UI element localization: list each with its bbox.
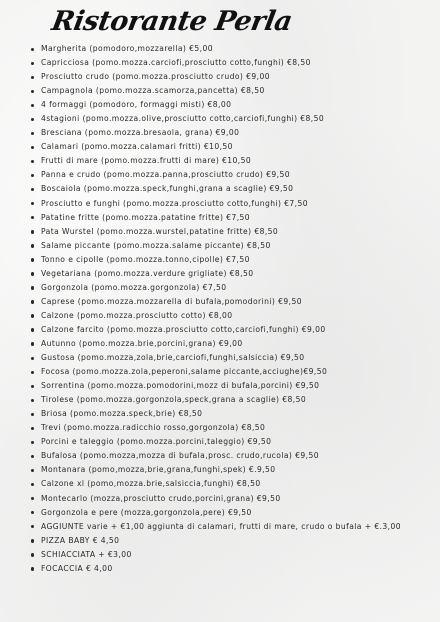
menu-item-text: Caprese (pomo.mozza.mozzarella di bufala,pomodorini) €9,50 [41,296,302,306]
bullet-icon [31,216,34,219]
menu-item [30,70,435,84]
menu-item [30,407,435,421]
menu-item [30,295,435,309]
bullet-icon [31,385,34,388]
menu-item [30,548,435,562]
menu-item-text: Bufalosa (pomo.mozza,mozza di bufala,prosc. crudo,rucola) €9,50 [41,451,319,461]
menu-item [30,154,435,168]
menu-item [30,337,435,351]
menu-item [30,323,435,337]
bullet-icon [31,272,34,275]
menu-item-text: Calzone xl (pomo,mozza.brie,salsiccia,funghi) €8,50 [41,479,261,489]
menu-item [30,421,435,435]
menu-item-text: Bresciana (pomo.mozza.bresaola, grana) €9,00 [41,128,240,138]
menu-item [30,168,435,182]
menu-item [30,182,435,196]
bullet-icon [31,244,34,247]
menu-item-text: Panna e crudo (pomo.mozza.panna,prosciutto crudo) €9,50 [41,170,290,180]
bullet-icon [31,469,34,472]
bullet-icon [31,553,34,556]
bullet-icon [31,104,34,107]
bullet-icon [31,174,34,177]
menu-item [30,492,435,506]
bullet-icon [31,132,34,135]
bullet-icon [31,357,34,360]
bullet-icon [31,427,34,430]
bullet-icon [31,90,34,93]
bullet-icon [31,525,34,528]
menu-item [30,463,435,477]
bullet-icon [31,511,34,514]
bullet-icon [31,160,34,163]
menu-item-text: PIZZA BABY € 4,50 [41,535,120,545]
menu-item-text: Sorrentina (pomo.mozza.pomodorini,mozz di bufala,porcini) €9,50 [41,381,320,391]
bullet-icon [31,497,34,500]
bullet-icon [31,342,34,345]
bullet-icon [31,62,34,65]
menu-item-text: Margherita (pomodoro,mozzarella) €5,00 [41,44,213,53]
menu-item [30,351,435,365]
menu-item [30,477,435,491]
menu-item [30,281,435,295]
menu-item-text: FOCACCIA € 4,00 [41,563,113,573]
menu-item-text: Patatine fritte (pomo.mozza.patatine fritte) €7,50 [41,212,251,222]
menu-item [30,239,435,253]
menu-item-text: Gustosa (pomo.mozza,zola,brie,carciofi,funghi,salsiccia) €9,50 [41,353,305,363]
menu-item-text: Pata Wurstel (pomo.mozza.wurstel,patatine fritte) €8,50 [41,226,279,236]
menu-item-text: Prosciutto e funghi (pomo.mozza.prosciutto cotto,funghi) €7,50 [41,198,309,208]
menu-item [30,449,435,463]
menu-item-text: Campagnola (pomo.mozza.scamorza,pancetta) €8,50 [41,86,265,96]
menu-item-text: AGGIUNTE varie + €1,00 aggiunta di calamari, frutti di mare, crudo o bufala + €.3,00 [41,521,402,531]
bullet-icon [31,118,34,121]
menu-item [30,253,435,267]
menu-item-text: Prosciutto crudo (pomo.mozza.prosciutto crudo) €9,00 [41,72,270,82]
menu-item-text: Gorgonzola e pere (mozza,gorgonzola,pere) €9,50 [41,507,252,517]
bullet-icon [31,300,34,303]
bullet-icon [31,371,34,374]
menu-item [30,506,435,520]
menu-item-text: SCHIACCIATA + €3,00 [41,549,132,559]
bullet-icon [31,567,34,570]
menu-item [30,379,435,393]
bullet-icon [31,399,34,402]
menu-item [30,225,435,239]
menu-item-text: Gorgonzola (pomo.mozza.gorgonzola) €7,50 [41,282,227,292]
bullet-icon [31,483,34,486]
menu-item-text: Montanara (pomo,mozza,brie,grana,funghi,spek) €.9,50 [41,465,276,475]
bullet-icon [31,328,34,331]
bullet-icon [31,539,34,542]
menu-item-text: Calzone farcito (pomo.mozza.prosciutto cotto,carciofi,funghi) €9,00 [41,324,326,334]
menu-item [30,211,435,225]
bullet-icon [31,48,34,51]
menu-item [30,84,435,98]
menu-item-text: 4 formaggi (pomodoro, formaggi misti) €8,00 [41,100,232,110]
menu-item-text: Salame piccante (pomo.mozza.salame piccante) €8,50 [41,240,271,250]
bullet-icon [31,202,34,205]
menu-item [30,309,435,323]
bullet-icon [31,441,34,444]
menu-item-text: Vegetariana (pomo.mozza.verdure grigliate) €8,50 [41,268,254,278]
menu-item-text: Boscaiola (pomo.mozza.speck,funghi,grana a scaglie) €9,50 [41,184,294,194]
menu-item-text: Trevi (pomo.mozza.radicchio rosso,gorgonzola) €8,50 [41,423,266,433]
bullet-icon [31,455,34,458]
menu-item [30,534,435,548]
bullet-icon [31,258,34,261]
menu-item [30,140,435,154]
bullet-icon [31,230,34,233]
menu-item [30,42,435,56]
menu-item [30,197,435,211]
menu-item [30,56,435,70]
menu-item-text: Porcini e taleggio (pomo.mozza.porcini,taleggio) €9,50 [41,437,272,447]
menu-item-text: Tirolese (pomo.mozza.gorgonzola,speck,grana a scaglie) €8,50 [41,395,307,405]
menu-item-text: Tonno e cipolle (pomo.mozza.tonno,cipolle) €7,50 [41,254,250,264]
menu-item-text: Frutti di mare (pomo.mozza.frutti di mare) €10,50 [41,156,252,166]
menu-item [30,126,435,140]
menu-item-text: Calamari (pomo.mozza.calamari fritti) €10,50 [41,142,233,152]
menu-item-text: Focosa (pomo.mozza.zola,peperoni,salame piccante,acciughe)€9,50 [41,367,328,377]
bullet-icon [31,188,34,191]
menu-item [30,393,435,407]
menu-item-text: Calzone (pomo.mozza.prosciutto cotto) €8,00 [41,310,233,320]
menu-item [30,435,435,449]
menu-item [30,562,435,576]
bullet-icon [31,76,34,79]
restaurant-title: Ristorante Perla [49,6,295,37]
menu-item-text: Capricciosa (pomo.mozza.carciofi,prosciutto cotto,funghi) €8,50 [41,58,311,68]
menu-item [30,112,435,126]
menu-item [30,98,435,112]
menu-item [30,267,435,281]
menu-item-text: Montecarlo (mozza,prosciutto crudo,porcini,grana) €9,50 [41,493,281,503]
bullet-icon [31,146,34,149]
bullet-icon [31,286,34,289]
bullet-icon [31,413,34,416]
bullet-icon [31,314,34,317]
menu-item [30,520,435,534]
menu-item-text: Briosa (pomo.mozza.speck,brie) €8,50 [41,409,203,419]
menu-item-text: 4stagioni (pomo.mozza.olive,prosciutto cotto,carciofi,funghi) €8,50 [41,114,325,124]
menu-item [30,365,435,379]
menu-list [30,42,435,576]
menu-item-text: Autunno (pomo.mozza.brie,porcini,grana) €9,00 [41,338,243,348]
